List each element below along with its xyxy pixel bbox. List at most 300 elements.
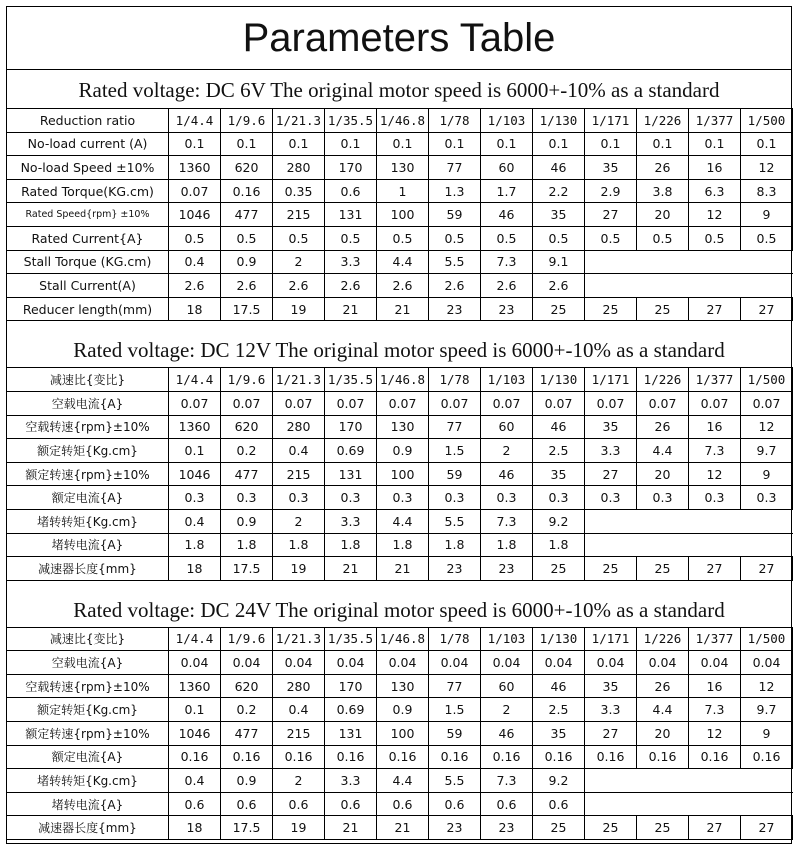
- table-row: [7, 674, 793, 698]
- table-cell: 0.04: [741, 651, 793, 675]
- table-cell: 1/103: [481, 368, 533, 392]
- table-cell: 0.3: [325, 486, 377, 510]
- table-cell: 2.6: [221, 274, 273, 298]
- row-label: No-load Speed ±10%: [7, 156, 169, 180]
- table-cell: 4.4: [377, 509, 429, 533]
- row-label: 减速器长度{mm}: [7, 816, 169, 840]
- table-cell: 0.3: [533, 486, 585, 510]
- table-cell: 170: [325, 674, 377, 698]
- table-cell: 0.4: [169, 769, 221, 793]
- table-cell: 5.5: [429, 769, 481, 793]
- table-cell: 9: [741, 462, 793, 486]
- table-cell: 0.07: [637, 391, 689, 415]
- table-cell: 77: [429, 156, 481, 180]
- table-cell: 0.3: [481, 486, 533, 510]
- table-cell: 1/78: [429, 627, 481, 651]
- table-cell: 0.07: [585, 391, 637, 415]
- table-cell: 0.16: [637, 745, 689, 769]
- table-row: [7, 557, 793, 581]
- section-caption-24v: Rated voltage: DC 24V The original motor speed is 6000+-10% as a standard: [73, 597, 725, 622]
- table-cell: 0.9: [377, 439, 429, 463]
- table-cell: 2.6: [169, 274, 221, 298]
- table-cell: 0.07: [689, 391, 741, 415]
- table-cell: 0.5: [637, 226, 689, 250]
- table-cell: 3.3: [585, 698, 637, 722]
- table-cell: 0.1: [273, 132, 325, 156]
- table-cell: 19: [273, 297, 325, 321]
- table-cell: 0.04: [325, 651, 377, 675]
- table-cell: 0.5: [169, 226, 221, 250]
- table-cell: 1/21.3: [273, 368, 325, 392]
- table-cell: 0.9: [221, 769, 273, 793]
- table-cell: 0.5: [481, 226, 533, 250]
- table-cell: 3.3: [325, 250, 377, 274]
- table-cell: 0.5: [273, 226, 325, 250]
- table-cell: 0.1: [637, 132, 689, 156]
- table-cell: 0.1: [377, 132, 429, 156]
- table-cell: 21: [325, 297, 377, 321]
- table-cell: 0.07: [533, 391, 585, 415]
- table-cell: 1/171: [585, 368, 637, 392]
- table-cell: 1.5: [429, 439, 481, 463]
- table-cell: 1/78: [429, 109, 481, 133]
- table-cell: 46: [481, 722, 533, 746]
- table-cell: 1/130: [533, 627, 585, 651]
- table-cell: 21: [377, 816, 429, 840]
- table-cell: 0.3: [637, 486, 689, 510]
- table-row: [7, 297, 793, 321]
- table-cell: 9.1: [533, 250, 585, 274]
- table-cell: 1/4.4: [169, 627, 221, 651]
- table-cell: 0.16: [377, 745, 429, 769]
- table-cell: 25: [533, 557, 585, 581]
- table-cell: 0.5: [585, 226, 637, 250]
- table-cell: 4.4: [637, 439, 689, 463]
- table-cell: 1/500: [741, 368, 793, 392]
- table-cell: 25: [585, 297, 637, 321]
- table-cell: 100: [377, 203, 429, 227]
- table-cell: 0.5: [689, 226, 741, 250]
- table-row: [7, 179, 793, 203]
- table-row: [7, 651, 793, 675]
- table-cell: 23: [429, 557, 481, 581]
- table-cell: 0.4: [273, 698, 325, 722]
- table-row: [7, 109, 793, 133]
- table-cell: 9.7: [741, 439, 793, 463]
- table-cell: 1/130: [533, 368, 585, 392]
- table-cell: 0.04: [273, 651, 325, 675]
- table-cell: 1.8: [221, 533, 273, 557]
- row-label: Stall Current(A): [7, 274, 169, 298]
- table-cell: 1360: [169, 674, 221, 698]
- table-cell: 1.8: [273, 533, 325, 557]
- table-cell: 131: [325, 722, 377, 746]
- table-cell: 0.1: [221, 132, 273, 156]
- empty-cell: [585, 274, 793, 298]
- table-cell: 0.16: [689, 745, 741, 769]
- table-cell: 27: [741, 297, 793, 321]
- table-cell: 2.5: [533, 439, 585, 463]
- table-cell: 1.8: [169, 533, 221, 557]
- table-row: [7, 203, 793, 227]
- table-cell: 1/35.5: [325, 627, 377, 651]
- table-cell: 0.07: [221, 391, 273, 415]
- table-cell: 1/500: [741, 627, 793, 651]
- table-cell: 46: [533, 674, 585, 698]
- table-cell: 0.1: [325, 132, 377, 156]
- table-cell: 0.04: [637, 651, 689, 675]
- table-cell: 0.6: [273, 792, 325, 816]
- table-cell: 7.3: [481, 769, 533, 793]
- table-cell: 0.04: [169, 651, 221, 675]
- row-label: Reducer length(mm): [7, 297, 169, 321]
- table-cell: 0.16: [273, 745, 325, 769]
- table-cell: 0.07: [429, 391, 481, 415]
- table-cell: 6.3: [689, 179, 741, 203]
- table-cell: 215: [273, 203, 325, 227]
- table-cell: 0.07: [325, 391, 377, 415]
- table-cell: 16: [689, 674, 741, 698]
- table-cell: 9: [741, 203, 793, 227]
- row-label: 空载转速{rpm}±10%: [7, 674, 169, 698]
- table-cell: 25: [637, 297, 689, 321]
- table-cell: 7.3: [481, 509, 533, 533]
- table-cell: 0.5: [429, 226, 481, 250]
- table-cell: 0.07: [741, 391, 793, 415]
- section-caption-6v: Rated voltage: DC 6V The original motor speed is 6000+-10% as a standard: [78, 78, 720, 102]
- table-cell: 0.16: [585, 745, 637, 769]
- table-cell: 60: [481, 415, 533, 439]
- table-cell: 170: [325, 415, 377, 439]
- table-cell: 0.6: [481, 792, 533, 816]
- table-cell: 0.16: [169, 745, 221, 769]
- table-cell: 16: [689, 156, 741, 180]
- table-cell: 0.07: [169, 179, 221, 203]
- table-cell: 0.16: [533, 745, 585, 769]
- table-cell: 1360: [169, 415, 221, 439]
- table-row: [7, 509, 793, 533]
- parameters-document: [6, 6, 792, 844]
- table-cell: 3.3: [325, 769, 377, 793]
- table-cell: 2: [481, 698, 533, 722]
- table-cell: 1/171: [585, 627, 637, 651]
- table-cell: 59: [429, 722, 481, 746]
- table-cell: 26: [637, 156, 689, 180]
- table-cell: 0.3: [169, 486, 221, 510]
- row-label: 额定电流{A}: [7, 486, 169, 510]
- table-cell: 16: [689, 415, 741, 439]
- table-cell: 2.6: [377, 274, 429, 298]
- table-cell: 0.16: [221, 179, 273, 203]
- table-cell: 3.3: [325, 509, 377, 533]
- table-cell: 1.8: [429, 533, 481, 557]
- table-cell: 0.1: [741, 132, 793, 156]
- table-cell: 0.04: [221, 651, 273, 675]
- table-cell: 0.16: [429, 745, 481, 769]
- table-cell: 1.3: [429, 179, 481, 203]
- table-cell: 0.3: [377, 486, 429, 510]
- table-cell: 0.5: [221, 226, 273, 250]
- table-cell: 1/46.8: [377, 627, 429, 651]
- table-cell: 27: [689, 816, 741, 840]
- table-cell: 0.04: [377, 651, 429, 675]
- table-row: [7, 698, 793, 722]
- params-table-24v: [6, 627, 793, 840]
- row-label: Reduction ratio: [7, 109, 169, 133]
- table-cell: 0.69: [325, 439, 377, 463]
- table-cell: 12: [741, 156, 793, 180]
- table-cell: 0.4: [169, 509, 221, 533]
- table-cell: 2.6: [429, 274, 481, 298]
- table-cell: 215: [273, 722, 325, 746]
- table-cell: 23: [481, 297, 533, 321]
- table-cell: 0.04: [533, 651, 585, 675]
- table-cell: 77: [429, 674, 481, 698]
- empty-cell: [585, 250, 793, 274]
- table-cell: 25: [637, 816, 689, 840]
- table-cell: 0.3: [221, 486, 273, 510]
- table-cell: 4.4: [377, 250, 429, 274]
- row-label: 空载转速{rpm}±10%: [7, 415, 169, 439]
- table-cell: 2.6: [533, 274, 585, 298]
- row-label: Stall Torque (KG.cm): [7, 250, 169, 274]
- table-cell: 59: [429, 462, 481, 486]
- table-row: [7, 769, 793, 793]
- table-cell: 12: [741, 415, 793, 439]
- table-cell: 1/377: [689, 368, 741, 392]
- table-cell: 46: [533, 415, 585, 439]
- row-label: 堵转转矩{Kg.cm}: [7, 509, 169, 533]
- table-cell: 18: [169, 297, 221, 321]
- table-cell: 1.8: [533, 533, 585, 557]
- table-cell: 280: [273, 156, 325, 180]
- table-cell: 1/46.8: [377, 368, 429, 392]
- table-cell: 1/226: [637, 109, 689, 133]
- table-cell: 12: [689, 722, 741, 746]
- table-cell: 8.3: [741, 179, 793, 203]
- table-cell: 21: [377, 297, 429, 321]
- table-cell: 21: [325, 557, 377, 581]
- table-cell: 1/46.8: [377, 109, 429, 133]
- table-cell: 1/377: [689, 627, 741, 651]
- table-cell: 9: [741, 722, 793, 746]
- table-cell: 2: [273, 250, 325, 274]
- table-cell: 1/226: [637, 627, 689, 651]
- table-cell: 1/500: [741, 109, 793, 133]
- row-label: 堵转转矩{Kg.cm}: [7, 769, 169, 793]
- table-cell: 0.04: [585, 651, 637, 675]
- row-label: 空载电流{A}: [7, 391, 169, 415]
- table-row: [7, 745, 793, 769]
- table-cell: 46: [481, 462, 533, 486]
- table-row: [7, 533, 793, 557]
- table-cell: 46: [481, 203, 533, 227]
- table-row: [7, 132, 793, 156]
- table-cell: 27: [585, 722, 637, 746]
- table-cell: 0.16: [325, 745, 377, 769]
- table-cell: 0.9: [221, 250, 273, 274]
- row-label: 额定转速{rpm}±10%: [7, 722, 169, 746]
- table-cell: 0.2: [221, 439, 273, 463]
- params-table-12v: [6, 367, 793, 580]
- row-label: 额定转矩{Kg.cm}: [7, 439, 169, 463]
- table-cell: 0.1: [481, 132, 533, 156]
- table-cell: 7.3: [481, 250, 533, 274]
- table-cell: 2: [481, 439, 533, 463]
- table-cell: 130: [377, 156, 429, 180]
- empty-cell: [585, 769, 793, 793]
- table-cell: 131: [325, 203, 377, 227]
- table-cell: 0.3: [689, 486, 741, 510]
- table-cell: 0.3: [741, 486, 793, 510]
- table-row: [7, 462, 793, 486]
- table-cell: 1.5: [429, 698, 481, 722]
- table-cell: 12: [689, 203, 741, 227]
- table-cell: 7.3: [689, 439, 741, 463]
- table-row: [7, 816, 793, 840]
- table-cell: 27: [585, 203, 637, 227]
- table-cell: 18: [169, 557, 221, 581]
- table-cell: 2: [273, 769, 325, 793]
- table-cell: 0.5: [533, 226, 585, 250]
- table-cell: 0.35: [273, 179, 325, 203]
- table-cell: 25: [637, 557, 689, 581]
- table-cell: 17.5: [221, 557, 273, 581]
- table-row: [7, 226, 793, 250]
- table-row: [7, 486, 793, 510]
- table-cell: 27: [689, 297, 741, 321]
- table-cell: 620: [221, 156, 273, 180]
- row-label: 减速比{变比}: [7, 368, 169, 392]
- table-cell: 23: [429, 816, 481, 840]
- table-cell: 4.4: [637, 698, 689, 722]
- table-cell: 35: [585, 156, 637, 180]
- table-cell: 170: [325, 156, 377, 180]
- table-cell: 1/9.6: [221, 368, 273, 392]
- table-cell: 23: [429, 297, 481, 321]
- row-label: 堵转电流{A}: [7, 792, 169, 816]
- table-row: [7, 250, 793, 274]
- table-cell: 5.5: [429, 250, 481, 274]
- table-cell: 26: [637, 674, 689, 698]
- table-cell: 0.3: [429, 486, 481, 510]
- table-cell: 1/35.5: [325, 368, 377, 392]
- table-cell: 27: [585, 462, 637, 486]
- table-cell: 0.69: [325, 698, 377, 722]
- table-cell: 35: [533, 203, 585, 227]
- table-cell: 0.6: [221, 792, 273, 816]
- table-cell: 1.8: [377, 533, 429, 557]
- table-cell: 0.6: [169, 792, 221, 816]
- table-cell: 25: [533, 297, 585, 321]
- table-cell: 1/4.4: [169, 368, 221, 392]
- table-cell: 18: [169, 816, 221, 840]
- table-cell: 77: [429, 415, 481, 439]
- table-cell: 23: [481, 816, 533, 840]
- table-cell: 27: [741, 816, 793, 840]
- table-cell: 130: [377, 674, 429, 698]
- table-cell: 3.3: [585, 439, 637, 463]
- table-cell: 23: [481, 557, 533, 581]
- table-cell: 1.8: [325, 533, 377, 557]
- table-cell: 477: [221, 722, 273, 746]
- table-cell: 0.5: [741, 226, 793, 250]
- table-cell: 46: [533, 156, 585, 180]
- table-cell: 0.07: [273, 391, 325, 415]
- table-row: [7, 391, 793, 415]
- table-row: [7, 368, 793, 392]
- table-cell: 35: [585, 674, 637, 698]
- table-cell: 7.3: [689, 698, 741, 722]
- row-label: 减速器长度{mm}: [7, 557, 169, 581]
- table-cell: 1046: [169, 203, 221, 227]
- table-cell: 0.1: [585, 132, 637, 156]
- table-cell: 3.8: [637, 179, 689, 203]
- table-cell: 1046: [169, 462, 221, 486]
- table-cell: 0.9: [221, 509, 273, 533]
- table-cell: 0.4: [169, 250, 221, 274]
- table-row: [7, 439, 793, 463]
- table-cell: 0.1: [169, 439, 221, 463]
- table-cell: 0.5: [377, 226, 429, 250]
- table-cell: 25: [585, 557, 637, 581]
- table-cell: 1/78: [429, 368, 481, 392]
- table-cell: 25: [585, 816, 637, 840]
- row-label: 额定电流{A}: [7, 745, 169, 769]
- table-row: [7, 156, 793, 180]
- empty-cell: [585, 792, 793, 816]
- table-cell: 1/4.4: [169, 109, 221, 133]
- table-cell: 1046: [169, 722, 221, 746]
- table-cell: 2.9: [585, 179, 637, 203]
- table-cell: 2.6: [481, 274, 533, 298]
- empty-cell: [585, 509, 793, 533]
- table-cell: 0.6: [429, 792, 481, 816]
- table-cell: 0.6: [325, 179, 377, 203]
- table-cell: 17.5: [221, 816, 273, 840]
- table-cell: 0.6: [377, 792, 429, 816]
- table-cell: 5.5: [429, 509, 481, 533]
- table-cell: 21: [325, 816, 377, 840]
- table-cell: 26: [637, 415, 689, 439]
- table-cell: 0.07: [169, 391, 221, 415]
- params-table-6v: [6, 108, 793, 321]
- table-cell: 477: [221, 203, 273, 227]
- table-cell: 19: [273, 816, 325, 840]
- table-cell: 1/226: [637, 368, 689, 392]
- table-cell: 100: [377, 722, 429, 746]
- table-cell: 215: [273, 462, 325, 486]
- table-cell: 0.1: [689, 132, 741, 156]
- table-cell: 1: [377, 179, 429, 203]
- table-cell: 35: [533, 722, 585, 746]
- table-cell: 60: [481, 156, 533, 180]
- table-cell: 27: [741, 557, 793, 581]
- table-cell: 21: [377, 557, 429, 581]
- table-cell: 0.16: [221, 745, 273, 769]
- table-cell: 1/35.5: [325, 109, 377, 133]
- table-cell: 0.04: [689, 651, 741, 675]
- table-cell: 0.07: [377, 391, 429, 415]
- table-cell: 2: [273, 509, 325, 533]
- table-cell: 1/130: [533, 109, 585, 133]
- table-cell: 2.6: [273, 274, 325, 298]
- table-cell: 20: [637, 203, 689, 227]
- table-cell: 0.04: [481, 651, 533, 675]
- table-row: [7, 792, 793, 816]
- table-cell: 1/9.6: [221, 627, 273, 651]
- row-label: 额定转速{rpm}±10%: [7, 462, 169, 486]
